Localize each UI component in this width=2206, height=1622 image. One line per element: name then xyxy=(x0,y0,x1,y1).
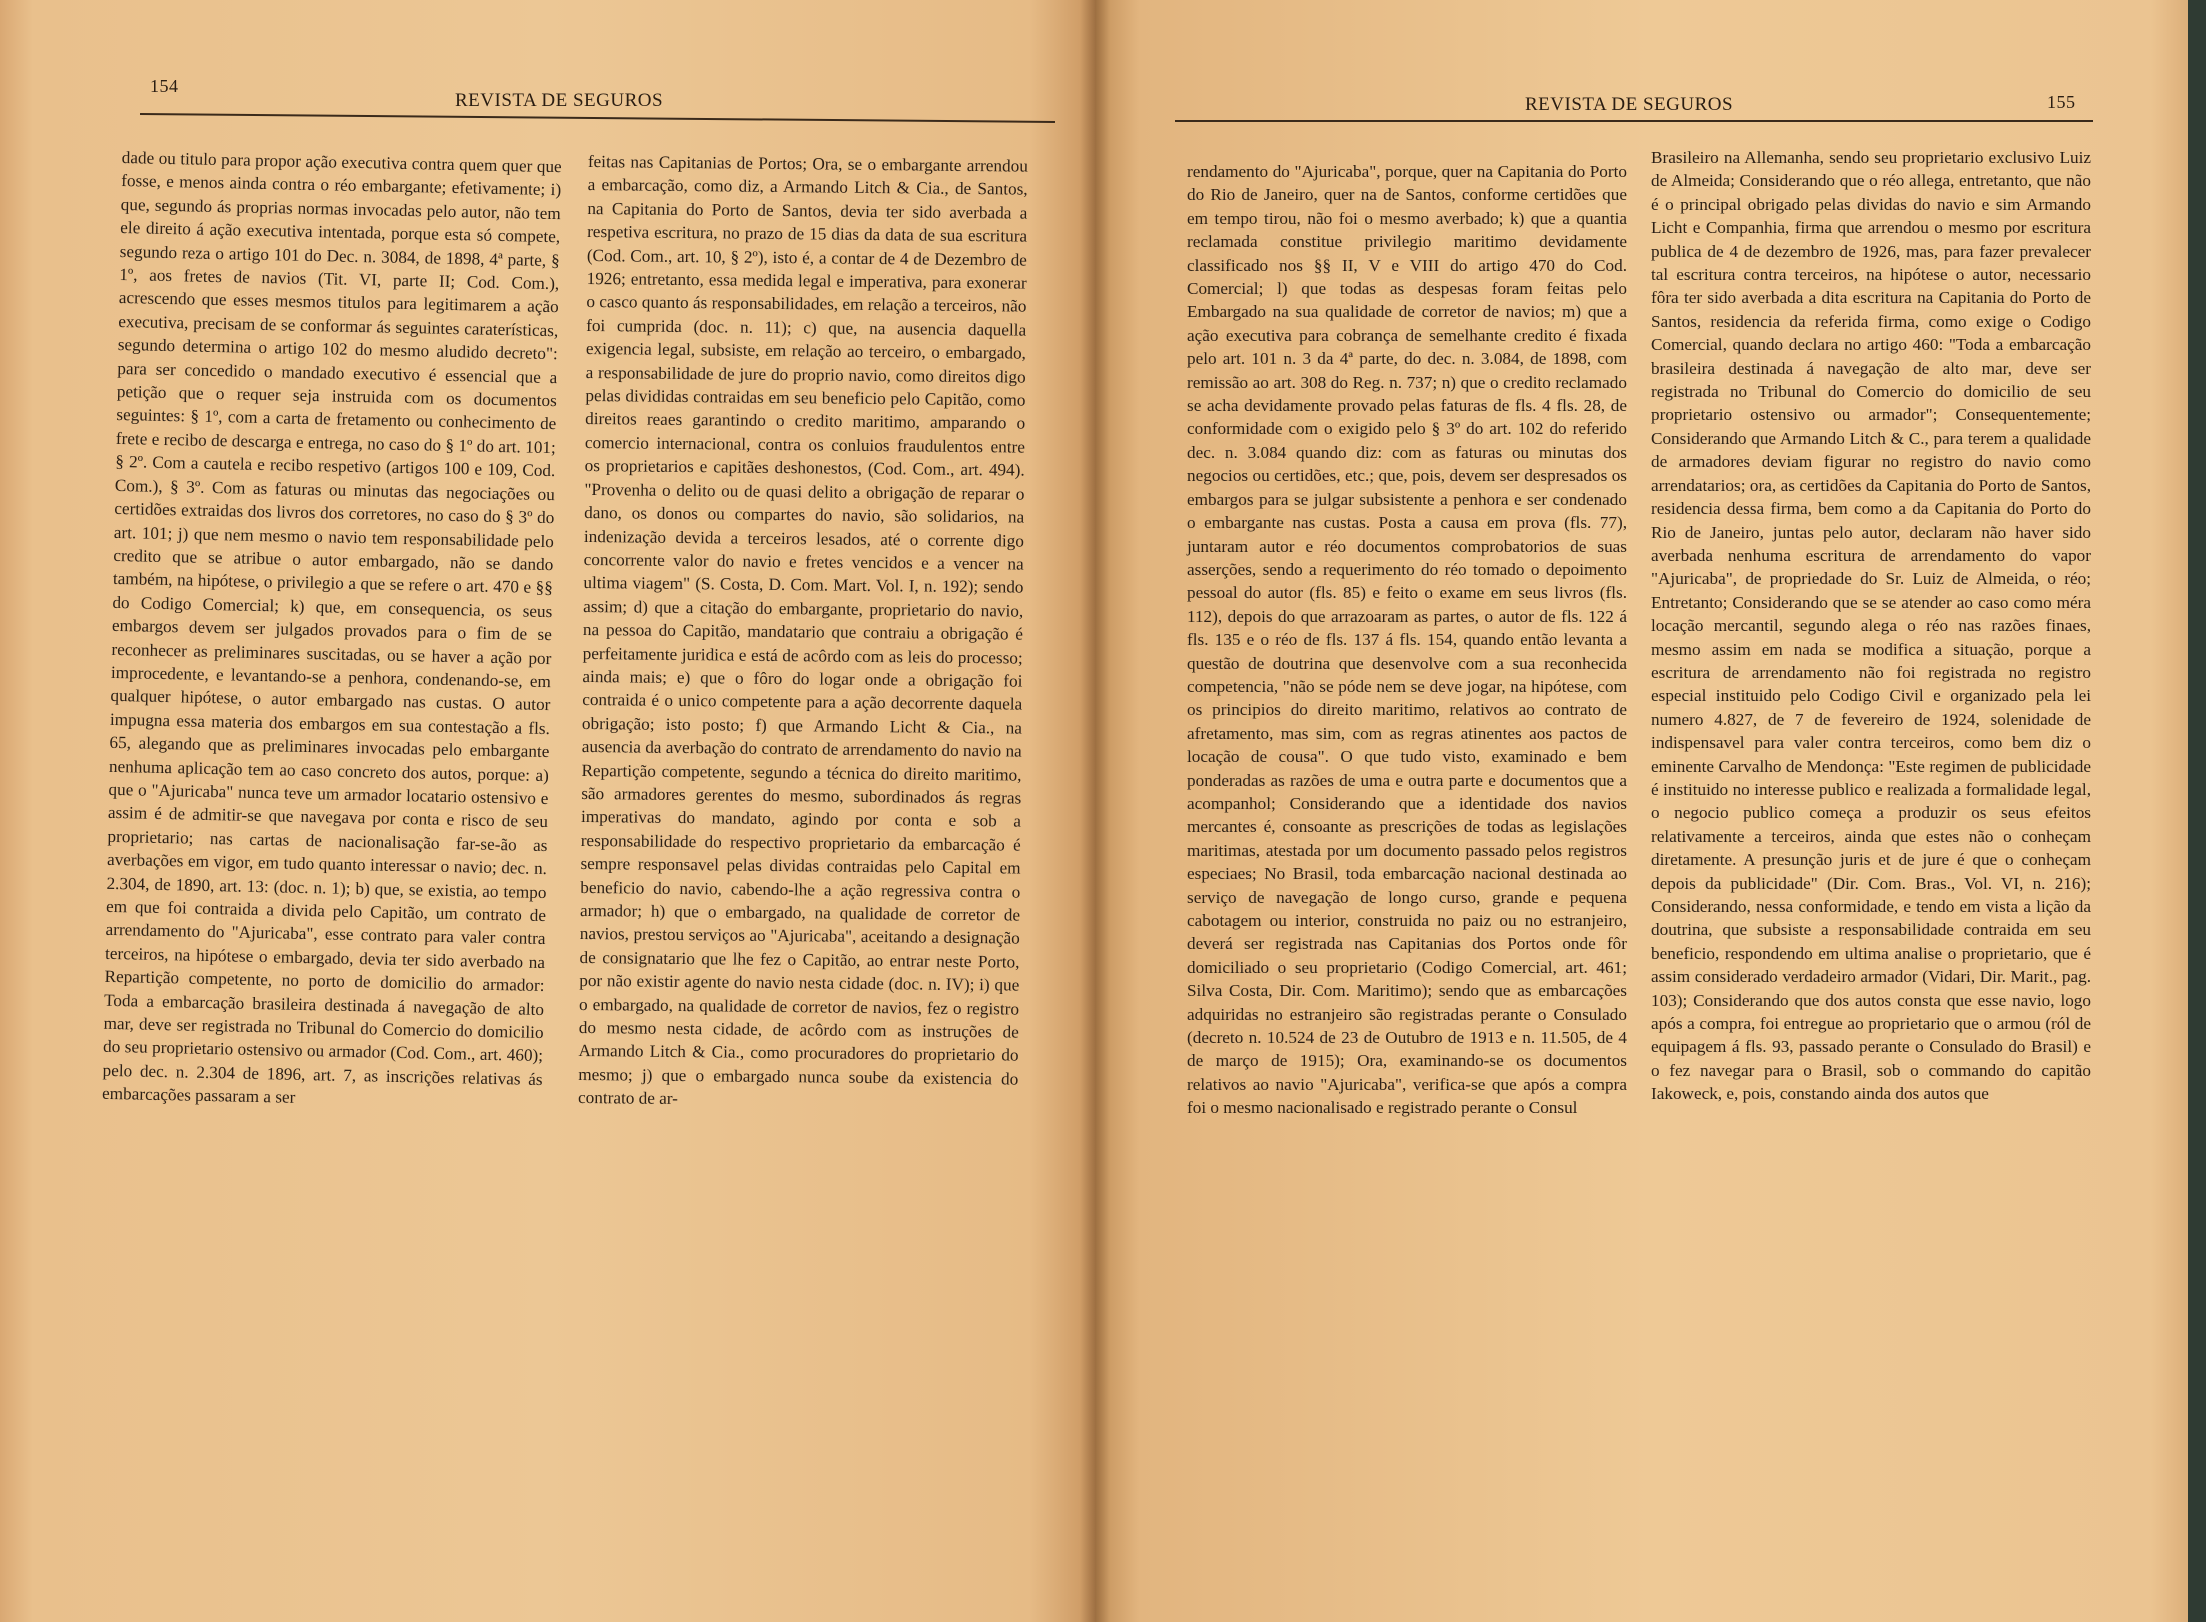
header-rule xyxy=(140,113,1055,123)
book-cover-edge xyxy=(2188,0,2206,1622)
page-number: 155 xyxy=(2047,92,2076,112)
column-text: Brasileiro na Allemanha, sendo seu proprietario exclusivo Luiz de Almeida; Considerando que o réo allega, entretanto, que não é o principal obrigado pelas dividas do navio e sim Armando Licht e Companhia, firma que arrendou o mesmo por escritura publica de 4 de dezembro de 1926, mas, para fazer prevalecer tal escritura contra terceiros, na hipótese o autor, necessario fôra ter sido averbada a dita escritura na Capitania do Porto de Santos, residencia da referida firma, como exige o Codigo Comercial, quando declara no artigo 460: "Toda a embarcação brasileira destinada á navegação de alto mar, deve ser registrada no Tribunal do Comercio do domicilio de seu proprietario ostensivo ou armador"; Consequentemente; Considerando que Armando Litch & C., para terem a qualidade de armadores deviam figurar no registro do navio como arrendatarios; ora, as certidões da Capitania do Porto de Santos, residencia dessa firma, bem como a da Capitania do Porto do Rio de Janeiro, juntas pelo autor, declaram não haver sido averbada nenhuma escritura de arrendamento do vapor "Ajuricaba", de propriedade do Sr. Luiz de Almeida, o réo; Entretanto; Considerando que se se atender ao caso como méra locação mercantil, segundo alega o réo nas razões finaes, mesmo assim em nada se modifica a situação, porque a escritura de arrendamento não foi registrada no registro especial instituido pelo Codigo Civil e organizado pela lei numero 4.827, de 7 de fevereiro de 1924, solenidade de indispensavel para valer contra terceiros, como bem diz o eminente Carvalho de Mendonça: "Este regimen de publicidade é instituido no interesse publico e realizada a formalidade legal, o negocio publico começa a produzir os seus efeitos relativamente a terceiros, ainda que estes não o conheçam diretamente. A presunção juris et de jure é que o conheçam depois da publicidade" (Dir. Com. Bras., Vol. VI, n. 216); Considerando, nessa conformidade, e tendo em vista a lição da doutrina, que subsiste a responsabilidade contraida em seu beneficio, respondendo em ultima analise o proprietario, que é assim considerado verdadeiro armador (Vidari, Dir. Marit., pag. 103); Considerando que dos autos consta que esse navio, logo após a compra, foi entregue ao proprietario que o armou (ról de equipagem á fls. 93, passado perante o Consulado do Brasil) e o fez navegar para o Brasil, sob o commando do capitão Iakoweck, e, pois, constando ainda dos autos que xyxy=(1651,148,2091,1104)
column-text: feitas nas Capitanias de Portos; Ora, se o embargante arrendou a embarcação, como diz, a Armando Litch & Cia., de Santos, na Capitania do Porto de Santos, devia ter sido averbada a respetiva escritura, no prazo de 15 dias da data de sua escritura (Cod. Com., art. 10, § 2º), isto é, a contar de 4 de Dezembro de 1926; entretanto, essa medida legal e imperativa, para exonerar o casco quanto ás responsabilidades, em relação a terceiros, não foi cumprida (doc. n. 11); c) que, na ausencia daquella exigencia legal, subsiste, em relação ao terceiro, o embargado, a responsabilidade de jure do proprio navio, como direitos digo pelas divididas contraidas em seu beneficio pelo Capitão, como direitos reaes garantindo o credito maritimo, amparando o comercio internacional, contra os conluios fraudulentos entre os proprietarios e capitães deshonestos, (Cod. Com., art. 494). "Provenha o delito ou de quasi delito a obrigação de reparar o dano, os donos ou compartes do navio, são solidarios, na indenização devida a terceiros lesados, até o corrente digo concorrente valor do navio e fretes vencidos e a vencer na ultima viagem" (S. Costa, D. Com. Mart. Vol. I, n. 192); sendo assim; d) que a citação do embargante, proprietario do navio, na pessoa do Capitão, mandatario que contraiu a obrigação é perfeitamente juridica e está de acôrdo com as leis do processo; ainda mais; e) que o fôro do logar onde a obrigação foi contraida é o unico competente para a ação decorrente daquela obrigação; isto posto; f) que Armando Licht & Cia., na ausencia da averbação do contrato de arrendamento do navio na Repartição competente, segundo a técnica do direito maritimo, são armadores gerentes do mesmo, subordinados ás regras imperativas do mandato, agindo por conta e sob a responsabilidade do respectivo proprietario da embarcação é sempre responsavel pelas dividas contraidas pelo Capital em beneficio do navio, cabendo-lhe a ação regressiva contra o armador; h) que o embargado, na qualidade de corretor de navios, prestou serviços ao "Ajuricaba", aceitando a designação de consignatario que lhe fez o Capitão, ao entrar neste Porto, por não existir agente do navio nesta cidade (doc. n. IV); i) que o embargado, na qualidade de corretor de navios, fez o registro do mesmo nesta cidade, de acôrdo com as instruções de Armando Litch & Cia., como procuradores do proprietario do mesmo; j) que o embargado nunca soube da existencia do contrato de ar- xyxy=(577,151,1028,1109)
column-text: dade ou titulo para propor ação executiva contra quem quer que fosse, e menos ainda contra o réo embargante; efetivamente; i) que, segundo ás proprias normas invocadas pelo autor, não tem ele direito á ação executiva intentada, porque esta só compete, segundo reza o artigo 101 do Dec. n. 3084, de 1898, 4ª parte, § 1º, aos fretes de navios (Tit. VI, parte II; Cod. Com.), acrescendo que esses mesmos titulos para legitimarem a ação executiva, precisam de se conformar ás seguintes caraterísticas, segundo determina o artigo 102 do mesmo aludido decreto": para ser concedido o mandado executivo é essencial que a petição que o requer seja instruida com os documentos seguintes: § 1º, com a carta de fretamento ou conhecimento de frete e recibo de descarga e entrega, no caso do § 1º do art. 101; § 2º. Com a cautela e recibo respetivo (artigos 100 e 109, Cod. Com.), § 3º. Com as faturas ou minutas das negociações ou certidões extraidas dos livros dos corretores, no caso do § 3º do art. 101; j) que nem mesmo o navio tem responsabilidade pelo credito que se atribue o autor embargado, não se dando também, na hipótese, o privilegio a que se refere o art. 470 e §§ do Codigo Comercial; k) que, em consequencia, os seus embargos devem ser julgados provados para o fim de se reconhecer as preliminares suscitadas, ou se haver a ação por improcedente, e levantando-se a penhora, condenando-se, em qualquer hipótese, o autor embargado nas custas. O autor impugna essa materia dos embargos em sua contestação a fls. 65, alegando que as preliminares invocadas pelo embargante nenhuma aplicação tem ao caso concreto dos autos, porque: a) que o "Ajuricaba" nunca teve um armador locatario ostensivo e assim é de admitir-se que navegava por conta e risco de seu proprietario; nas cartas de nacionalisação far-se-ão as averbações em vigor, em tudo quanto interessar o navio; dec. n. 2.304, de 1890, art. 13: (doc. n. 1); b) que, se existia, ao tempo em que foi contraida a divida pelo Capitão, um contrato de arrendamento do "Ajuricaba", esse contrato para valer contra terceiros, na hipótese o embargado, devia ter sido averbado na Repartição competente, no porto de domicilio do armador: Toda a embarcação brasileira destinada á navegação de alto mar, deve ser registrada no Tribunal do Comercio do domicilio do seu proprietario ostensivo ou armador (Cod. Com., art. 460); pelo dec. n. 2.304 de 1896, art. 7, as inscrições relativas ás embarcações passaram a ser xyxy=(101,147,562,1108)
text-column-2 xyxy=(578,150,1028,1114)
header-rule xyxy=(1175,120,2093,122)
running-head: REVISTA DE SEGUROS xyxy=(1525,94,1734,115)
text-column-1 xyxy=(1187,160,1627,1120)
right-page xyxy=(1095,0,2206,1622)
book-gutter xyxy=(1080,0,1110,1622)
running-head: REVISTA DE SEGUROS xyxy=(455,90,664,111)
text-column-1 xyxy=(102,146,562,1115)
text-column-2 xyxy=(1651,146,2091,1106)
column-text: rendamento do "Ajuricaba", porque, quer na Capitania do Porto do Rio de Janeiro, quer na de Santos, conforme certidões que em tempo tirou, não foi o mesmo averbado; k) que a quantia reclamada constitue privilegio maritimo devidamente classificado nos §§ II, V e VIII do artigo 470 do Cod. Comercial; l) que todas as despesas foram feitas pelo Embargado na sua qualidade de corretor de navios; m) que a ação executiva para cobrança de semelhante credito é fixada pelo art. 101 n. 3 da 4ª parte, do dec. n. 3.084, de 1898, com remissão ao art. 308 do Reg. n. 737; n) que o credito reclamado se acha devidamente provado pelas faturas de fls. 4 fls. 28, de conformidade com o exigido pelo § 3º do art. 102 do referido dec. n. 3.084 quando diz: com as faturas ou minutas dos negocios ou certidões, etc.; que, pois, devem ser despresados os embargos para se julgar subsistente a penhora e ser condenado o embargante nas custas. Posta a causa em prova (fls. 77), juntaram autor e réo documentos comprobatorios de suas asserções, sendo a requerimento do réo tomado o depoimento pessoal do autor (fls. 85) e feito o exame em seus livros (fls. 112), depois do que arrazoaram as partes, o autor de fls. 122 á fls. 135 e o réo de fls. 137 á fls. 154, quando então levanta a questão de doutrina que desenvolve com a sua reconhecida competencia, "não se póde nem se deve jogar, na hipótese, com os principios do direito maritimo, relativos ao contrato de afretamento, mas sim, com as regras atinentes aos pactos de locação de cousa". O que tudo visto, examinado e bem ponderadas as razões de uma e outra parte e documentos que a acompanhol; Considerando que a identidade dos navios mercantes é, consoante as prescrições de todas as legislações maritimas, atestada por um documento passado pelos registros especiaes; No Brasil, toda embarcação nacional destinada ao serviço de navegação de longo curso, grande e pequena cabotagem ou interior, construida no paiz ou no estranjeiro, deverá ser registrada nas Capitanias dos Portos onde fôr domiciliado o seu proprietario (Codigo Comercial, art. 461; Silva Costa, Dir. Com. Maritimo); sendo que as embarcações adquiridas no estranjeiro são registradas perante o Consulado (decreto n. 10.524 de 23 de Outubro de 1913 e n. 11.505, de 4 de março de 1915); Ora, examinando-se os documentos relativos ao navio "Ajuricaba", verifica-se que após a compra foi o mesmo nacionalisado e registrado perante o Consul xyxy=(1187,162,1627,1118)
page-number: 154 xyxy=(150,76,179,96)
left-page xyxy=(0,0,1095,1622)
